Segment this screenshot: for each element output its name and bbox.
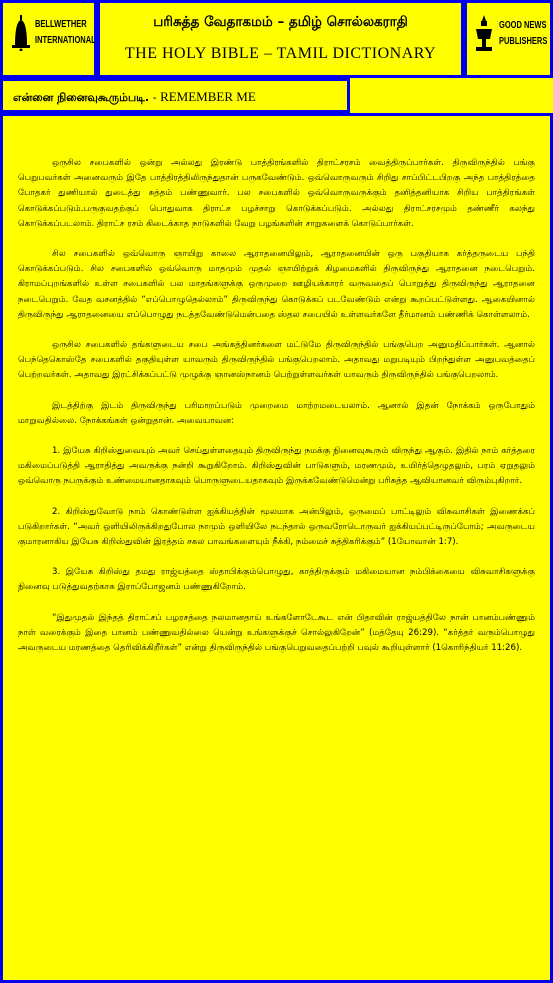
logo-line-1: GOOD NEWS xyxy=(499,20,547,31)
title-english: THE HOLY BIBLE – TAMIL DICTIONARY xyxy=(124,45,437,62)
entry-heading xyxy=(0,78,350,113)
paragraph: ஒருசில சபைகளில் ஒன்று அல்லது இரண்டு பாத்திரங்களில் திராட்சரசம் வைத்திருப்பார்கள். திருவிருந்தில் பங்கு பெறுபவர்கள் அனைவரும் இதே பாத்திரத்திலிருந்துதான் பருகவேண்டும். ஒவ்வொருவரும் சிறிது சாப்பிட்டபிறகு அந்த பாத்திரத்தை போதகர் துணியால் துடைத்து சுத்தம் பண்ணுவார். பல சபைகளில் ஒவ்வொருவருக்கும் தனித்தனியாக சிறிய பாத்திரங்கள் கொடுக்கப்படும்.பருகுவதற்குப் பொதுவாக திராட்ச பழச்சாறு கொடுக்கப்படும். அல்லது திராட்சரசமும் தண்ணீர் கலந்து கொடுக்கப்படலாம். திராட்ச ரசம் கிடைக்காத நாடுகளில் வேறு பழங்களின் சாறுகளைக் கொடுப்பார்கள். xyxy=(18,158,535,229)
entry-separator: - xyxy=(152,91,157,104)
logo-line-2: INTERNATIONAL xyxy=(35,35,96,46)
title-tamil: பரிசுத்த வேதாகமம் – தமிழ் சொல்லகராதி xyxy=(153,14,408,30)
entry-word-english: REMEMBER ME xyxy=(160,89,256,104)
publisher-logo-left xyxy=(0,0,97,78)
lamp-icon xyxy=(473,15,495,53)
paragraph: 2. கிறிஸ்துவோடு நாம் கொண்டுள்ள ஐக்கியத்தின் மூலமாக அன்பிலும், ஒருமைப் பாட்டிலும் விசுவாசிகள் இணைக்கப் படுகிறார்கள். “அவர் ஒளியிலிருக்கிறதுபோல நாமும் ஒளியிலே நடந்தால் ஒருவரோடொருவர் ஐக்கியப்பட்டிருப்போம்; அவருடைய குமாரனாகிய இயேசு கிறிஸ்துவின் இரத்தம் சகல பாவங்களையும் நீக்கி, நம்மைச் சுத்திகரிக்கும்” (1யோவான் 1:7). xyxy=(18,506,535,548)
paragraph: 3. இயேசு கிறிஸ்து தமது ராஜ்யத்தை ஸ்தாபிக்கும்பொழுது, காத்திருக்கும் மகிமையான நம்பிக்கையை விசுவாசிகளுக்கு நினைவு படுத்துவதற்காக இராப்போஜனம் பண்ணுகிறோம். xyxy=(18,567,535,593)
logo-line-1: BELLWETHER xyxy=(35,19,87,30)
paragraph: இடத்திற்கு இடம் திருவிருந்து பரிமாறப்படும் முறைமை மாற்றமடையலாம். ஆனால் இதன் நோக்கம் ஒருபோதும் மாறுவதில்லை. நோக்கங்கள் ஒன்றுதான். அவையாவன: xyxy=(18,400,535,426)
publisher-logo-right xyxy=(464,0,553,78)
title-banner xyxy=(97,0,464,78)
logo-line-2: PUBLISHERS xyxy=(499,36,548,47)
bell-icon xyxy=(11,15,31,51)
paragraph: ஒருசில சபைகளில் தங்களுடைய சபை அங்கத்தினர்களை மட்டுமே திருவிருந்தில் பங்குபெற அனுமதிப்பார்கள். ஆனால் பெந்தெகொஸ்தே சபைகளில் தகுதியுள்ள யாவரும் திருவிருந்தில் பங்குபெறலாம். அதாவது மறுபடியும் பிறந்துள்ள அனுபவத்தைப் பெற்றவர்கள். அதாவது இரட்சிக்கப்பட்டு முழுக்கு ஞானஸ்நானம் பெற்றுள்ளவர்கள் யாவரும் திருவிருந்தில் பங்குபெறலாம். xyxy=(18,340,535,381)
paragraph: “இதுமுதல் இந்தத் திராட்சப் பழரசத்தை நலமானதாய் உங்களோடேகூட என் பிதாவின் ராஜ்யத்திலே நான் பானம்பண்ணும் நாள் வரைக்கும் இதை பானம் பண்ணுவதில்லை யென்று உங்களுக்குச் சொல்லுகிறேன்” (மத்தேயு 26:29). “கர்த்தர் வரும்பொழுது அவருடைய மரணத்தை தெரிவிக்கிறீர்கள்” என்று திருவிருந்தில் பங்குபெறுவதைப்பற்றி பவுல் கூறியுள்ளார் (1கொரிந்தியர் 11:26). xyxy=(18,612,535,654)
entry-word-tamil: என்னை நினைவுகூரும்படி. xyxy=(13,91,150,104)
paragraph: 1. இயேசு கிறிஸ்துவையும் அவர் செய்துள்ளதையும் திருவிருந்து நமக்கு நினைவுகூரும் விருந்து ஆகும். இதில் நாம் கர்த்தரை மகிமைப்படுத்தி ஆராதித்து அவருக்கு நன்றி கூறுகிறோம். கிறிஸ்துவின் பாடுகளும், மரணமும், உயிர்த்தெழுதலும், பரம் ஏறுதலும் ஒவ்வொரு நபருக்கும் உண்மையானதாகவும் பொருளுடையதாகவும் இருக்கவேண்டுமென்று பரிசுத்த ஆவியானவர் விரும்புகிறார். xyxy=(18,446,535,487)
entry-text xyxy=(18,156,535,671)
entry-body xyxy=(0,113,553,983)
paragraph: சில சபைகளில் ஒவ்வொரு ஞாயிறு காலை ஆராதனையிலும், ஆராதனையின் ஒரு பகுதியாக கர்த்தருடைய பந்தி கொடுக்கப்படும். சில சபைகளில் ஒவ்வொரு மாதமும் முதல் ஞாயிற்றுக் கிழமைகளில் திருவிருந்து ஆராதனை நடைபெறும். கிராமப்புறங்களில் உள்ள சபைகளில் பல மாதங்களுக்கு ஒருமுறை ஊழியக்காரர் வருவதைப் பொறுத்து திருவிருந்து ஆராதனை நடைபெறும். வேத வசனத்தில் “எப்பொழுதெல்லாம்” திருவிருந்து கொடுக்கப் படவேண்டும் என்று கூறப்பட்டுள்ளது. ஆகையினால் திருவிருந்து ஆராதனையை எப்பொழுது நடத்தவேண்டுமென்பதை ஸ்தல சபையில் உள்ளவர்களே தீர்மானம் பண்ணிக் கொள்ளலாம். xyxy=(18,249,535,320)
